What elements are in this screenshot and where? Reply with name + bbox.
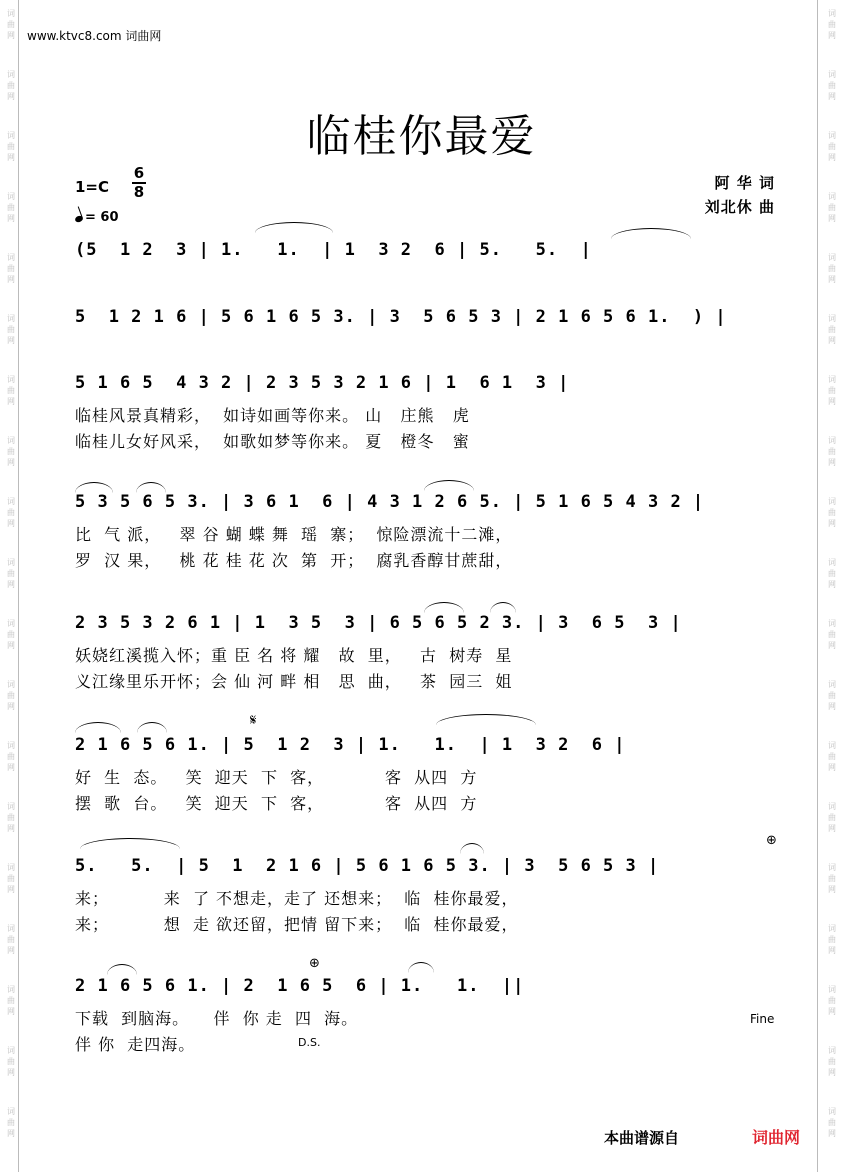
notation-row-2: 5 1 2 1 6 | 5 6 1 6 5 3. | 3 5 6 5 3 | 2 1 6 5 6 1. ) | (75, 307, 727, 327)
watermark-glyph: 词 曲 网 (828, 131, 836, 162)
slur (137, 722, 167, 733)
song-title: 临桂你最爱 (306, 111, 537, 162)
lyric-row-6-verse-2: 摆 歌 台。 笑 迎天 下 客， 客 从四 方 (75, 794, 478, 813)
lyric-row-5-verse-2: 义江缘里乐开怀；会 仙 河 畔 相 思 曲， 茶 园三 姐 (75, 672, 513, 691)
slur (408, 962, 434, 973)
watermark-glyph: 词 曲 网 (7, 1107, 15, 1138)
notation-row-3: 5 1 6 5 4 3 2 | 2 3 5 3 2 1 6 | 1 6 1 3 | (75, 373, 570, 393)
watermark-glyph: 词 曲 网 (7, 619, 15, 650)
watermark-glyph: 词 曲 网 (828, 314, 836, 345)
slur (490, 602, 516, 613)
composer-credit: 刘北休 曲 (704, 198, 775, 216)
slur (107, 964, 137, 975)
slur (136, 482, 166, 493)
watermark-glyph: 词 曲 网 (7, 863, 15, 894)
quarter-note-icon (74, 215, 84, 223)
lyric-row-7-verse-2: 来； 想 走 欲还留，把情 留下来； 临 桂你最爱， (75, 915, 519, 934)
lyric-row-4-verse-1: 比 气 派， 翠 谷 蝴 蝶 舞 瑶 寨； 惊险漂流十二滩， (75, 525, 513, 544)
watermark-glyph: 词 曲 网 (828, 924, 836, 955)
slur (424, 602, 464, 613)
watermark-glyph: 词 曲 网 (7, 741, 15, 772)
watermark-glyph: 词 曲 网 (828, 619, 836, 650)
slur (611, 228, 691, 239)
watermark-glyph: 词 曲 网 (7, 985, 15, 1016)
watermark-glyph: 词 曲 网 (828, 253, 836, 284)
notation-row-7: 5. 5. | 5 1 2 1 6 | 5 6 1 6 5 3. | 3 5 6 5 3 | (75, 856, 660, 876)
watermark-glyph: 词 曲 网 (828, 741, 836, 772)
watermark-glyph: 词 曲 网 (7, 924, 15, 955)
right-border (817, 0, 818, 1172)
lyric-row-3-verse-1: 临桂风景真精彩， 如诗如画等你来。 山 庄熊 虎 (75, 406, 470, 425)
tempo-value: = 60 (85, 210, 119, 225)
lyric-row-8-verse-2: 伴 你 走四海。 (75, 1035, 196, 1054)
watermark-glyph: 词 曲 网 (7, 436, 15, 467)
watermark-glyph: 词 曲 网 (7, 9, 15, 40)
source-label: 本曲谱源自 (604, 1129, 680, 1147)
watermark-glyph: 词 曲 网 (828, 9, 836, 40)
watermark-glyph: 词 曲 网 (828, 985, 836, 1016)
slur (80, 838, 180, 849)
watermark-glyph: 词 曲 网 (7, 558, 15, 589)
watermark-glyph: 词 曲 网 (7, 497, 15, 528)
time-signature-top: 6 (133, 164, 145, 182)
watermark-glyph: 词 曲 网 (828, 680, 836, 711)
brand-logo[interactable]: 词曲网 (752, 1128, 801, 1147)
notation-row-1: (5 1 2 3 | 1. 1. | 1 3 2 6 | 5. 5. | (75, 240, 592, 260)
tempo-mark (75, 210, 119, 225)
notation-row-5: 2 3 5 3 2 6 1 | 1 3 5 3 | 6 5 6 5 2 3. | 3 6 5 3 | (75, 613, 682, 633)
watermark-glyph: 词 曲 网 (7, 680, 15, 711)
slur (436, 714, 536, 725)
watermark-glyph: 词 曲 网 (828, 558, 836, 589)
watermark-glyph: 词 曲 网 (7, 1046, 15, 1077)
watermark-glyph: 词 曲 网 (7, 131, 15, 162)
key-signature: 1=C (75, 178, 110, 196)
lyric-row-3-verse-2: 临桂儿女好风采， 如歌如梦等你来。 夏 橙冬 蜜 (75, 432, 470, 451)
segno-icon: 𝄋 (250, 711, 257, 729)
site-url[interactable]: www.ktvc8.com 词曲网 (27, 29, 162, 43)
watermark-glyph: 词 曲 网 (7, 253, 15, 284)
left-border (18, 0, 19, 1172)
watermark-glyph: 词 曲 网 (828, 375, 836, 406)
watermark-glyph: 词 曲 网 (828, 436, 836, 467)
lyric-row-5-verse-1: 妖娆红溪揽入怀；重 臣 名 将 耀 故 里， 古 树寿 星 (75, 646, 513, 665)
slur (75, 722, 121, 733)
notation-row-8: 2 1 6 5 6 1. | 2 1 6 5 6 | 1. 1. || (75, 976, 525, 996)
notation-row-6: 2 1 6 5 6 1. | 5 1 2 3 | 1. 1. | 1 3 2 6 | (75, 735, 626, 755)
time-signature (132, 166, 146, 200)
watermark-glyph: 词 曲 网 (828, 802, 836, 833)
notation-row-4: 5 3 5 6 5 3. | 3 6 1 6 | 4 3 1 2 6 5. | 5 1 6 5 4 3 2 | (75, 492, 705, 512)
watermark-glyph: 词 曲 网 (7, 70, 15, 101)
slur (424, 480, 474, 491)
watermark-glyph: 词 曲 网 (7, 192, 15, 223)
lyric-row-6-verse-1: 好 生 态。 笑 迎天 下 客， 客 从四 方 (75, 768, 478, 787)
coda-icon: ⊕ (309, 956, 320, 971)
watermark-glyph: 词 曲 网 (828, 1107, 836, 1138)
watermark-glyph: 词 曲 网 (828, 70, 836, 101)
lyricist-credit: 阿 华 词 (714, 174, 775, 192)
time-signature-bottom: 8 (133, 183, 145, 201)
coda-icon: ⊕ (766, 833, 777, 848)
watermark-glyph: 词 曲 网 (828, 192, 836, 223)
watermark-glyph: 词 曲 网 (7, 314, 15, 345)
slur (75, 482, 113, 493)
lyric-row-7-verse-1: 来； 来 了 不想走，走了 还想来； 临 桂你最爱， (75, 889, 519, 908)
watermark-glyph: 词 曲 网 (828, 1046, 836, 1077)
watermark-glyph: 词 曲 网 (828, 863, 836, 894)
watermark-glyph: 词 曲 网 (828, 497, 836, 528)
lyric-row-8-verse-1: 下载 到脑海。 伴 你 走 四 海。 (75, 1009, 359, 1028)
watermark-glyph: 词 曲 网 (7, 802, 15, 833)
fine-mark: Fine (750, 1012, 775, 1026)
ds-mark: D.S. (298, 1036, 321, 1049)
slur (460, 843, 484, 854)
slur (255, 222, 333, 233)
watermark-glyph: 词 曲 网 (7, 375, 15, 406)
lyric-row-4-verse-2: 罗 汉 果， 桃 花 桂 花 次 第 开； 腐乳香醇甘蔗甜， (75, 551, 513, 570)
